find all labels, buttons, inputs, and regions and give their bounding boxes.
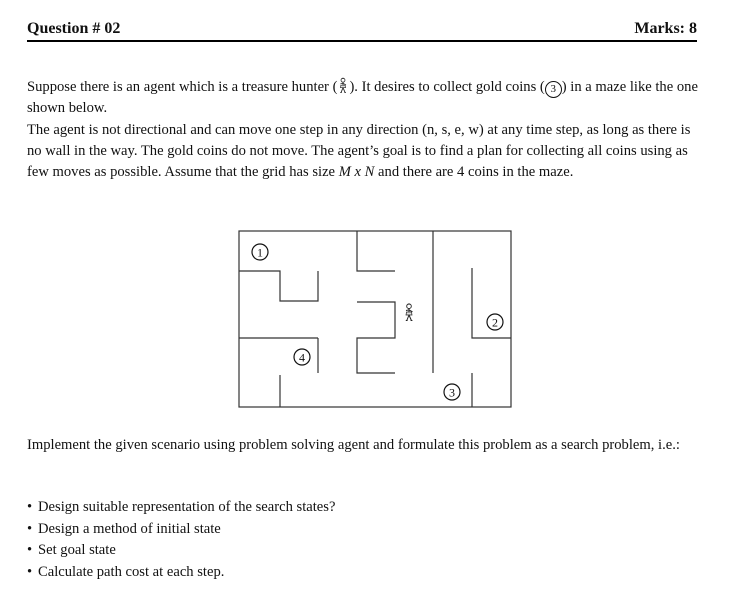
svg-text:1: 1: [257, 245, 263, 260]
gold-coin-4: [294, 349, 310, 365]
bullet-icon: •: [27, 542, 33, 558]
list-item: [27, 497, 335, 519]
rules-paragraph: [27, 120, 707, 183]
list-item-text: Design a method of initial state: [38, 520, 221, 537]
list-item: [27, 562, 335, 584]
intro-text-start: Suppose there is an agent which is a treasure hunter (: [27, 79, 338, 95]
grid-size-x: x: [354, 164, 361, 180]
list-item-text: Set goal state: [38, 542, 116, 558]
bullet-icon: •: [27, 563, 33, 580]
maze-wall: [357, 231, 395, 271]
maze-wall: [357, 302, 395, 373]
gold-coin-2: [487, 314, 503, 330]
list-item: [27, 540, 335, 562]
bullet-icon: •: [27, 520, 33, 537]
gold-coin-icon: 3: [545, 81, 562, 98]
svg-text:4: 4: [299, 350, 305, 365]
gold-coin-3: [444, 384, 460, 400]
question-title: Question # 02: [27, 20, 121, 37]
treasure-hunter-icon: [406, 304, 413, 321]
svg-text:2: 2: [492, 315, 498, 330]
intro-paragraph: [27, 77, 707, 119]
rules-text-end: and there are 4 coins in the maze.: [374, 164, 574, 180]
treasure-hunter-icon: [337, 77, 349, 95]
task-paragraph: Implement the given scenario using problem solving agent and formulate this problem as a search problem, i.e.:: [27, 437, 680, 453]
intro-text-end: ) in a maze like the one shown below.: [27, 79, 698, 116]
intro-text-middle: ). It desires to collect gold coins (: [349, 79, 545, 95]
maze-wall: [239, 271, 318, 301]
requirements-list: [27, 497, 335, 583]
grid-size-m: M: [338, 164, 351, 180]
list-item-text: Calculate path cost at each step.: [38, 563, 225, 580]
bullet-icon: •: [27, 499, 33, 515]
question-header: [27, 18, 697, 42]
marks-label: Marks: 8: [634, 20, 697, 37]
grid-size-n: N: [364, 164, 375, 180]
rules-text: The agent is not directional and can move one step in any direction (n, s, e, w) at any time step, as long as there is no wall in the way. The gold coins do not move. The agent’s goal is to find a plan for collecting all coins using as few moves as possible. Assume that the grid has size: [27, 122, 691, 180]
list-item: [27, 519, 335, 541]
list-item-text: Design suitable representation of the search states?: [38, 499, 336, 515]
gold-coin-1: [252, 244, 268, 260]
svg-text:3: 3: [449, 385, 455, 400]
maze-diagram: [238, 230, 513, 410]
